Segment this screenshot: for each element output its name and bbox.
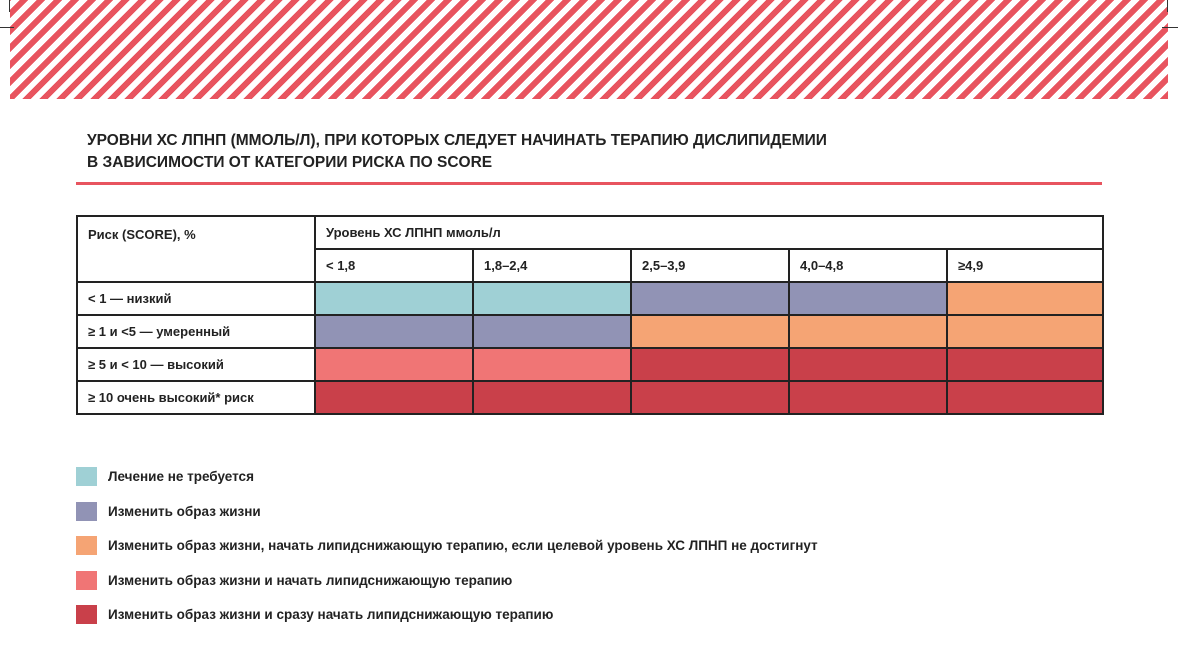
title-line-2: В ЗАВИСИМОСТИ ОТ КАТЕГОРИИ РИСКА ПО SCORE — [87, 154, 493, 171]
recommendation-cell — [315, 315, 473, 348]
legend-label: Изменить образ жизни — [108, 503, 261, 519]
legend-swatch — [76, 536, 97, 555]
recommendation-cell — [947, 381, 1103, 414]
recommendation-cell — [789, 348, 947, 381]
recommendation-cell — [473, 381, 631, 414]
recommendation-cell — [947, 315, 1103, 348]
column-header: 1,8–2,4 — [473, 249, 631, 282]
table-row — [77, 315, 1103, 348]
crop-mark-right-vertical — [1167, 0, 1168, 12]
decorative-stripe-band — [10, 0, 1168, 99]
legend-label: Изменить образ жизни и начать липидснижающую терапию — [108, 572, 513, 588]
risk-row-label: ≥ 5 и < 10 — высокий — [77, 348, 315, 381]
recommendation-cell — [631, 348, 789, 381]
legend-swatch — [76, 502, 97, 521]
recommendation-cell — [315, 348, 473, 381]
table-row — [77, 348, 1103, 381]
recommendation-cell — [631, 381, 789, 414]
recommendation-cell — [473, 282, 631, 315]
recommendation-cell — [473, 315, 631, 348]
crop-mark-left — [0, 27, 14, 28]
recommendation-cell — [789, 315, 947, 348]
column-header: 2,5–3,9 — [631, 249, 789, 282]
page-title — [87, 130, 827, 174]
risk-row-label: ≥ 10 очень высокий* риск — [77, 381, 315, 414]
recommendation-cell — [947, 282, 1103, 315]
recommendation-cell — [631, 315, 789, 348]
legend-swatch — [76, 605, 97, 624]
ldl-level-header: Уровень ХС ЛПНП ммоль/л — [315, 216, 1103, 249]
recommendation-cell — [947, 348, 1103, 381]
legend-swatch — [76, 571, 97, 590]
risk-row-label: ≥ 1 и <5 — умеренный — [77, 315, 315, 348]
recommendation-cell — [315, 381, 473, 414]
legend-label: Изменить образ жизни и сразу начать липидснижающую терапию — [108, 607, 554, 622]
title-line-1: УРОВНИ ХС ЛПНП (ММОЛЬ/Л), ПРИ КОТОРЫХ СЛЕДУЕТ НАЧИНАТЬ ТЕРАПИЮ ДИСЛИПИДЕМИИ — [87, 132, 827, 149]
column-header: 4,0–4,8 — [789, 249, 947, 282]
column-header: < 1,8 — [315, 249, 473, 282]
crop-mark-right — [1162, 27, 1178, 28]
column-header: ≥4,9 — [947, 249, 1103, 282]
legend-label: Изменить образ жизни, начать липидснижающую терапию, если целевой уровень ХС ЛПНП не достигнут — [108, 538, 818, 553]
legend-swatch — [76, 467, 97, 486]
recommendation-cell — [473, 348, 631, 381]
legend-label: Лечение не требуется — [108, 469, 254, 484]
risk-score-header: Риск (SCORE), % — [77, 216, 315, 282]
title-divider — [76, 182, 1102, 185]
recommendation-cell — [789, 381, 947, 414]
table-row — [77, 381, 1103, 414]
ldl-risk-table — [76, 215, 1104, 415]
crop-mark-left-vertical — [9, 0, 10, 12]
recommendation-cell — [315, 282, 473, 315]
risk-row-label: < 1 — низкий — [77, 282, 315, 315]
recommendation-cell — [789, 282, 947, 315]
recommendation-cell — [631, 282, 789, 315]
table-row — [77, 282, 1103, 315]
